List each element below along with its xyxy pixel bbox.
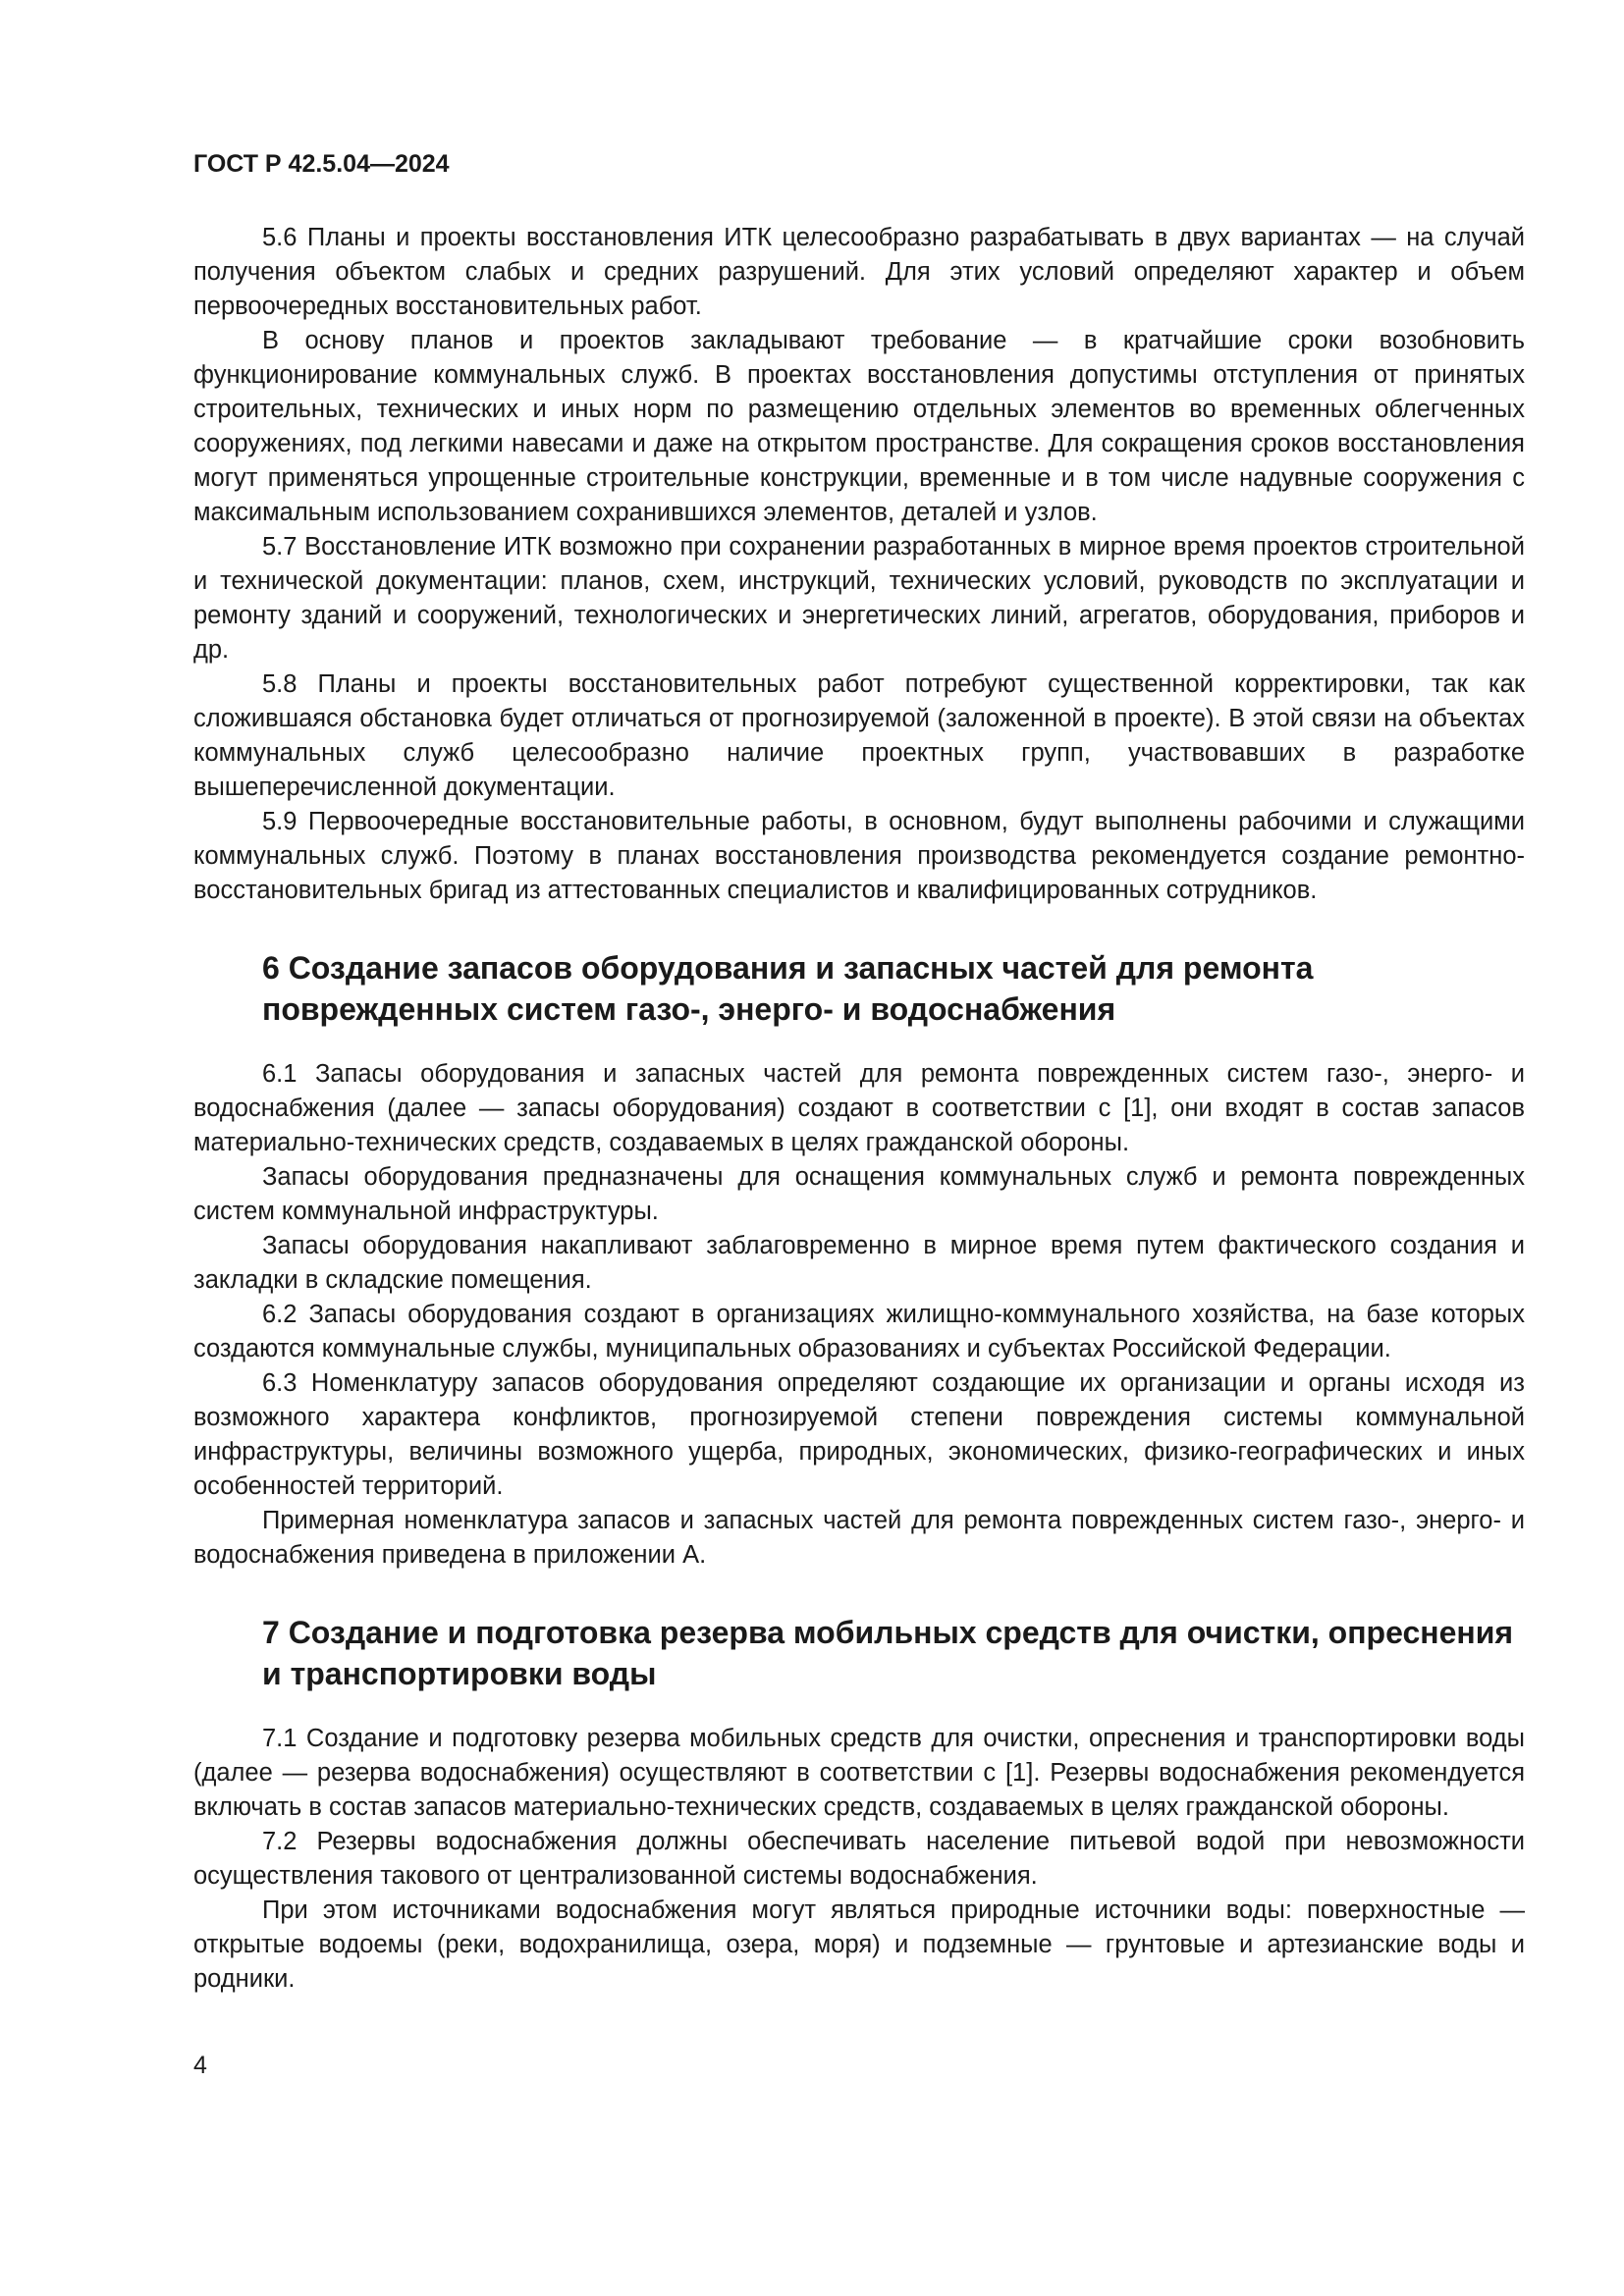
paragraph: Примерная номенклатура запасов и запасных частей для ремонта поврежденных систем газо-, энерго- и водоснабжения приведена в приложении А. bbox=[193, 1507, 1525, 1569]
paragraph-6-1: 6.1 Запасы оборудования и запасных частей для ремонта поврежденных систем газо-, энерго- и водоснабжения (далее — запасы оборудования) создают в соответствии с [1], они входят в состав запасов материально-технических средств, создаваемых в целях гражданской обороны. bbox=[193, 1060, 1525, 1156]
paragraph-7-1: 7.1 Создание и подготовку резерва мобильных средств для очистки, опреснения и транспортировки воды (далее — резерва водоснабжения) осуществляют в соответствии с [1]. Резервы водоснабжения рекомендуется включать в состав запасов материально-технических средств, создаваемых в целях гражданской обороны. bbox=[193, 1725, 1525, 1821]
paragraph-5-9: 5.9 Первоочередные восстановительные работы, в основном, будут выполнены рабочими и служащими коммунальных служб. Поэтому в планах восстановления производства рекомендуется создание ремонтно-восстановительных бригад из аттестованных специалистов и квалифицированных сотрудников. bbox=[193, 808, 1525, 904]
paragraph-5-8: 5.8 Планы и проекты восстановительных работ потребуют существенной корректировки, так как сложившаяся обстановка будет отличаться от прогнозируемой (заложенной в проекте). В этой связи на объектах коммунальных служб целесообразно наличие проектных групп, участвовавших в разработке вышеперечисленной документации. bbox=[193, 670, 1525, 801]
document-page bbox=[193, 147, 1525, 1997]
paragraph-6-2: 6.2 Запасы оборудования создают в организациях жилищно-коммунального хозяйства, на базе которых создаются коммунальные службы, муниципальных образованиях и субъектах Российской Федерации. bbox=[193, 1301, 1525, 1362]
paragraph-7-2: 7.2 Резервы водоснабжения должны обеспечивать население питьевой водой при невозможности осуществления такового от централизованной системы водоснабжения. bbox=[193, 1828, 1525, 1890]
paragraph: В основу планов и проектов закладывают требование — в кратчайшие сроки возобновить функционирование коммунальных служб. В проектах восстановления допустимы отступления от принятых строительных, технических и иных норм по размещению отдельных элементов во временных облегченных сооружениях, под легкими навесами и даже на открытом пространстве. Для сокращения сроков восстановления могут применяться упрощенные строительные конструкции, временные и в том числе надувные сооружения с максимальным использованием сохранившихся элементов, деталей и узлов. bbox=[193, 327, 1525, 526]
paragraph: Запасы оборудования накапливают заблаговременно в мирное время путем фактического создания и закладки в складские помещения. bbox=[193, 1232, 1525, 1294]
page-number: 4 bbox=[193, 2052, 207, 2079]
section-7-heading: 7 Создание и подготовка резерва мобильных средств для очистки, опреснения и транспортировки воды bbox=[262, 1615, 1514, 1691]
paragraph-5-6: 5.6 Планы и проекты восстановления ИТК целесообразно разрабатывать в двух вариантах — на случай получения объектом слабых и средних разрушений. Для этих условий определяют характер и объем первоочередных восстановительных работ. bbox=[193, 224, 1525, 320]
paragraph-5-7: 5.7 Восстановление ИТК возможно при сохранении разработанных в мирное время проектов строительной и технической документации: планов, схем, инструкций, технических условий, руководств по эксплуатации и ремонту зданий и сооружений, технологических и энергетических линий, агрегатов, оборудования, приборов и др. bbox=[193, 533, 1525, 664]
document-id: ГОСТ Р 42.5.04—2024 bbox=[193, 150, 450, 178]
paragraph: Запасы оборудования предназначены для оснащения коммунальных служб и ремонта поврежденных систем коммунальной инфраструктуры. bbox=[193, 1163, 1525, 1225]
section-6-heading: 6 Создание запасов оборудования и запасных частей для ремонта поврежденных систем газо-, энерго- и водоснабжения bbox=[262, 950, 1314, 1027]
paragraph-6-3: 6.3 Номенклатуру запасов оборудования определяют создающие их организации и органы исходя из возможного характера конфликтов, прогнозируемой степени повреждения системы коммунальной инфраструктуры, величины возможного ущерба, природных, экономических, физико-географических и иных особенностей территорий. bbox=[193, 1369, 1525, 1500]
paragraph: При этом источниками водоснабжения могут являться природные источники воды: поверхностные — открытые водоемы (реки, водохранилища, озера, моря) и подземные — грунтовые и артезианские воды и родники. bbox=[193, 1896, 1525, 1993]
